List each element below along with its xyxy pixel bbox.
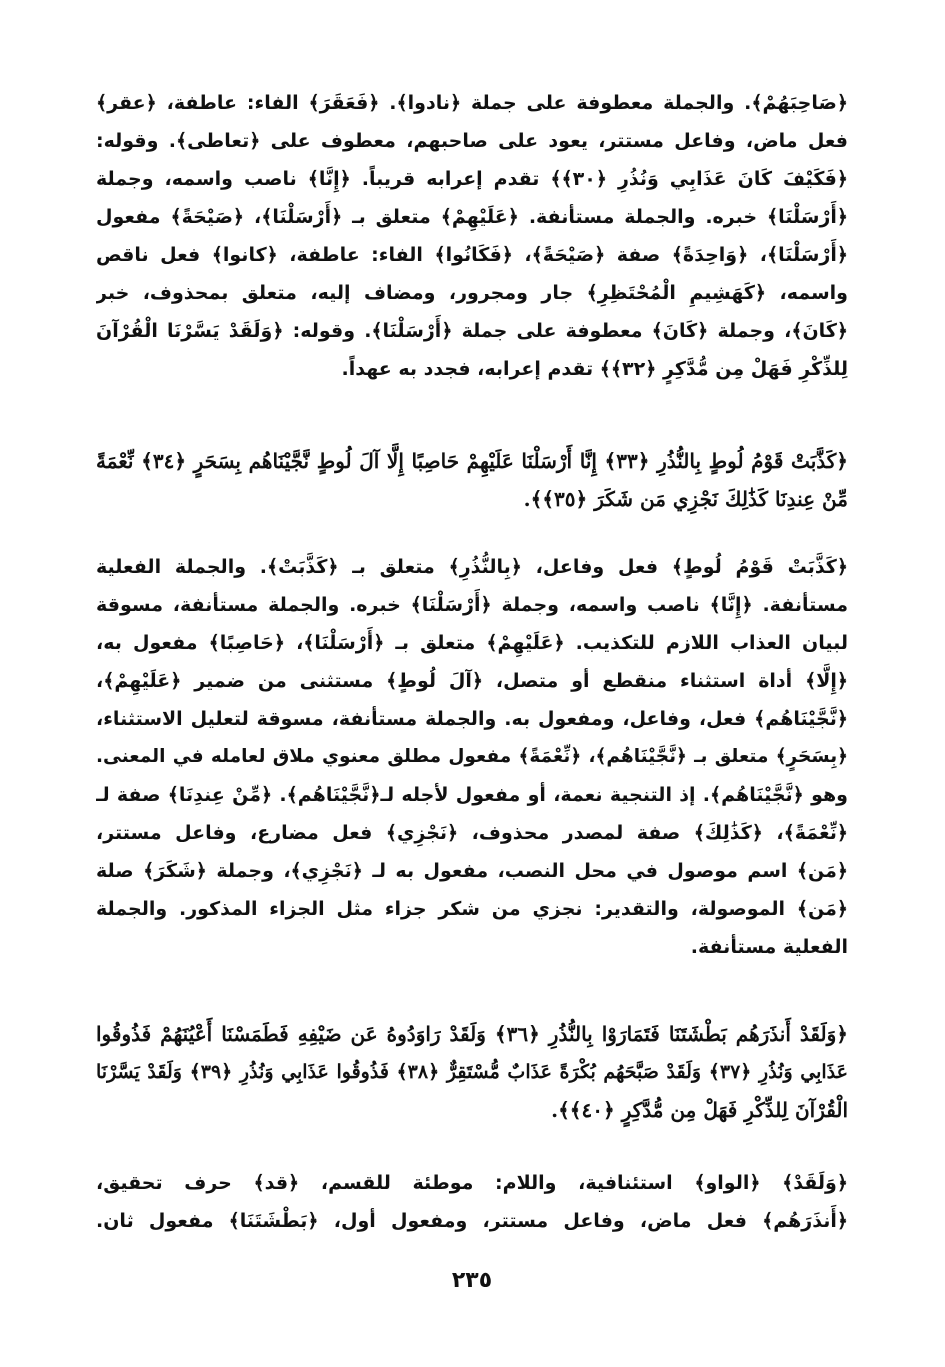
text-line: ﴿كَانَ﴾، وجملة ﴿كَانَ﴾ معطوفة على جملة ﴿أَرْسَلْنَا﴾. وقوله: ﴿وَلَقَدْ يَسَّرْنَا الْقُرْآنَ [96,320,848,342]
text-line: ﴿أَرْسَلْنَا﴾ خبره. والجملة مستأنفة. ﴿عَلَيْهِمْ﴾ متعلق بـ ﴿أَرْسَلْنَا﴾، ﴿صَيْحَةً﴾ مفعول [96,206,848,228]
commentary-paragraph [96,548,848,966]
text-line: ﴿نِّعْمَةً﴾، ﴿كَذَٰلِكَ﴾ صفة لمصدر محذوف، ﴿نَجْزِي﴾ فعل مضارع، وفاعل مستتر، [96,822,848,844]
text-line: ﴿نَّجَّيْنَاهُم﴾ فعل، وفاعل، ومفعول به. والجملة مستأنفة، مسوقة لتعليل الاستثناء، [96,708,848,730]
text-line: وهو ﴿نَّجَّيْنَاهُم﴾. إذ التنجية نعمة، أو مفعول لأجله لـ﴿نَّجَّيْنَاهُم﴾. ﴿مِّنْ عِندِنَا﴾ صفة لـ [96,784,848,806]
verse-line: ﴿كَذَّبَتْ قَوْمُ لُوطٍ بِالنُّذُرِ ﴿٣٣﴾ إِنَّا أَرْسَلْنَا عَلَيْهِمْ حَاصِبًا إِلَّا آلَ لُوطٍ نَّجَّيْنَاهُم بِسَحَرٍ ﴿٣٤﴾ نِّعْمَةً [96,449,848,473]
text-line: ﴿وَلَقَدْ﴾ ﴿الواو﴾ استئنافية، واللام: موطئة للقسم، ﴿قد﴾ حرف تحقيق، [96,1172,848,1194]
text-line: مستأنفة. ﴿إِنَّا﴾ ناصب واسمه، وجملة ﴿أَرْسَلْنَا﴾ خبره. والجملة مستأنفة، مسوقة [96,594,848,616]
quran-verse-block [96,442,848,518]
commentary-paragraph [96,1164,848,1240]
commentary-paragraph [96,84,848,388]
text-line: الفعلية مستأنفة. [690,936,848,958]
text-line: ﴿أَنذَرَهُم﴾ فعل ماض، وفاعل مستتر، ومفعول أول، ﴿بَطْشَتَنَا﴾ مفعول ثان. [96,1210,848,1232]
quran-verse-block [96,1015,848,1129]
text-line: فعل ماض، وفاعل مستتر، يعود على صاحبهم، معطوف على ﴿تعاطى﴾. وقوله: [96,130,848,152]
text-line: ﴿إِلَّا﴾ أداة استثناء منقطع أو متصل، ﴿آلَ لُوطٍ﴾ مستثنى من ضمير ﴿عَلَيْهِمْ﴾، [96,670,848,692]
text-line: ﴿صَاحِبَهُمْ﴾. والجملة معطوفة على جملة ﴿نادوا﴾. ﴿فَعَقَرَ﴾ الفاء: عاطفة، ﴿عقر﴾ [96,92,848,114]
text-line: ﴿فَكَيْفَ كَانَ عَذَابِي وَنُذُرِ ﴿٣٠﴾﴾ تقدم إعرابه قريباً. ﴿إِنَّا﴾ ناصب واسمه، وجملة [96,168,848,190]
verse-line: الْقُرْآنَ لِلذِّكْرِ فَهَلْ مِن مُّدَّكِرٍ ﴿٤٠﴾﴾. [551,1098,848,1122]
text-line: واسمه، ﴿كَهَشِيمِ الْمُحْتَظِرِ﴾ جار ومجرور، ومضاف إليه، متعلق بمحذوف، خبر [96,282,848,304]
text-line: ﴿بِسَحَرٍ﴾ متعلق بـ ﴿نَّجَّيْنَاهُم﴾، ﴿نِّعْمَةً﴾ مفعول مطلق معنوي ملاق لعامله في المعنى. [96,746,848,767]
verse-line: مِّنْ عِندِنَا كَذَٰلِكَ نَجْزِي مَن شَكَرَ ﴿٣٥﴾﴾. [523,487,848,511]
text-line: ﴿مَن﴾ اسم موصول في محل النصب، مفعول به لـ ﴿نَجْزِي﴾، وجملة ﴿شَكَرَ﴾ صلة [96,860,848,882]
page-number: ٢٣٥ [451,1268,493,1293]
text-line: لبيان العذاب اللازم للتكذيب. ﴿عَلَيْهِمْ﴾ متعلق بـ ﴿أَرْسَلْنَا﴾، ﴿حَاصِبًا﴾ مفعول به، [96,632,848,654]
text-line: ﴿كَذَّبَتْ قَوْمُ لُوطٍ﴾ فعل وفاعل، ﴿بِالنُّذُرِ﴾ متعلق بـ ﴿كَذَّبَتْ﴾. والجملة الفعلية [96,556,848,578]
text-line: ﴿مَن﴾ الموصولة، والتقدير: نجزي من شكر جزاء مثل الجزاء المذكور. والجملة [96,898,848,920]
verse-line: ﴿وَلَقَدْ أَنذَرَهُم بَطْشَتَنَا فَتَمَارَوْا بِالنُّذُرِ ﴿٣٦﴾ وَلَقَدْ رَاوَدُوهُ عَن ضَيْفِهِ فَطَمَسْنَا أَعْيُنَهُمْ فَذُوقُوا [96,1022,848,1046]
text-line: لِلذِّكْرِ فَهَلْ مِن مُّدَّكِرٍ ﴿٣٢﴾﴾ تقدم إعرابه، فجدد به عهداً. [341,358,848,380]
verse-line: عَذَابِي وَنُذُرِ ﴿٣٧﴾ وَلَقَدْ صَبَّحَهُم بُكْرَةً عَذَابٌ مُّسْتَقِرٌّ ﴿٣٨﴾ فَذُوقُوا عَذَابِي وَنُذُرِ ﴿٣٩﴾ وَلَقَدْ يَسَّرْنَا [96,1061,848,1083]
text-line: ﴿أَرْسَلْنَا﴾، ﴿وَاحِدَةً﴾ صفة ﴿صَيْحَةً﴾، ﴿فَكَانُوا﴾ الفاء: عاطفة، ﴿كانوا﴾ فعل ناقص [96,244,848,266]
